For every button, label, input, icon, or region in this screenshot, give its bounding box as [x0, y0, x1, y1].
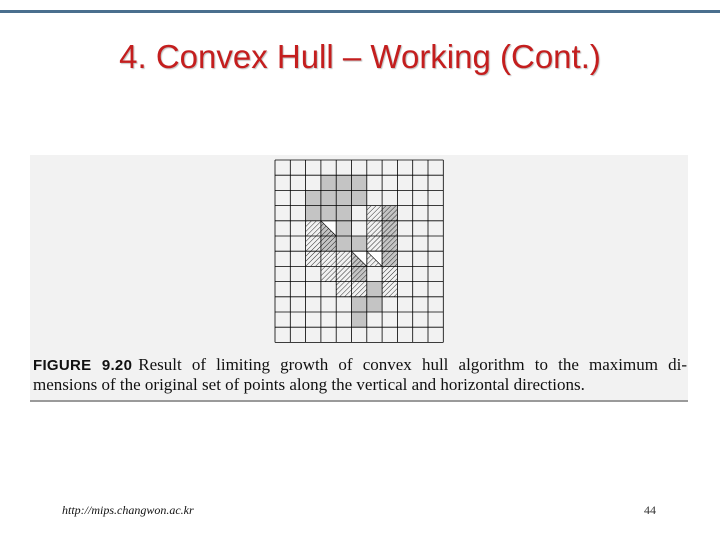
hatched-cell: [382, 282, 397, 297]
page-number: 44: [644, 503, 656, 517]
gray-cell: [352, 312, 367, 327]
hatched-cell: [367, 221, 382, 236]
gray-cell: [321, 190, 336, 205]
gray-cell: [352, 297, 367, 312]
convex-hull-grid-figure: [274, 159, 444, 345]
hatched-cell: [382, 206, 397, 221]
footer-url[interactable]: http://mips.changwon.ac.kr: [62, 503, 194, 517]
caption-text-1: Result of limiting growth of convex hull algorithm to the maximum di-: [138, 355, 687, 374]
hatched-cell: [367, 236, 382, 251]
gray-cell: [336, 206, 351, 221]
hatched-cell: [367, 206, 382, 221]
gray-cell: [352, 190, 367, 205]
gray-cell: [306, 206, 321, 221]
hatched-cell: [306, 236, 321, 251]
figure-caption: [33, 355, 687, 394]
gray-cell: [321, 206, 336, 221]
hatched-cell: [382, 221, 397, 236]
hatched-cell: [382, 266, 397, 281]
gray-cell: [336, 190, 351, 205]
caption-label: FIGURE 9.20: [33, 357, 133, 374]
hatched-cell: [306, 251, 321, 266]
gray-cell: [352, 175, 367, 190]
gray-cell: [336, 175, 351, 190]
caption-line-2: mensions of the original set of points along the vertical and horizontal directions.: [33, 375, 585, 394]
hatched-cell: [382, 236, 397, 251]
hatched-cell: [321, 266, 336, 281]
top-rule: [0, 0, 720, 14]
slide-title: 4. Convex Hull – Working (Cont.): [119, 38, 601, 75]
caption-line-1: [33, 355, 687, 375]
hatched-cell: [306, 221, 321, 236]
hatched-cell: [336, 266, 351, 281]
hatched-cell: [336, 251, 351, 266]
gray-cell: [336, 221, 351, 236]
figure-divider: [30, 400, 688, 402]
gray-cell: [306, 190, 321, 205]
gray-cell: [367, 282, 382, 297]
gray-cell: [336, 236, 351, 251]
gray-cell: [367, 297, 382, 312]
hatched-cell: [352, 266, 367, 281]
hatched-cell: [321, 236, 336, 251]
gray-cell: [321, 175, 336, 190]
hatched-cell: [352, 282, 367, 297]
gray-cell: [352, 236, 367, 251]
hatched-cell: [336, 282, 351, 297]
hatched-cell: [382, 251, 397, 266]
hatched-cell: [321, 251, 336, 266]
